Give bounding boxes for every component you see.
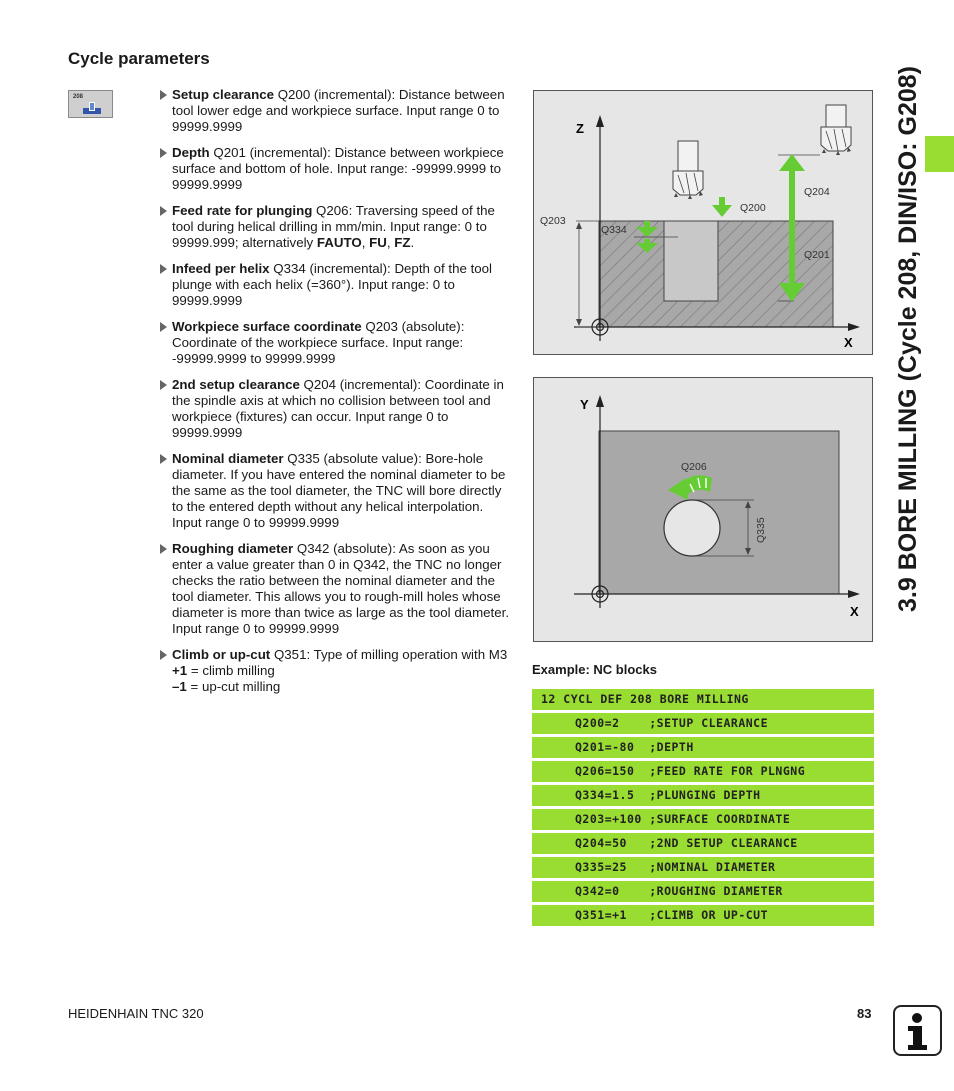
section-heading: Cycle parameters: [68, 49, 210, 68]
tool-right-icon: [821, 105, 851, 155]
parameter-list: [158, 87, 510, 705]
separator-text: .: [410, 235, 415, 250]
option-value: –1: [172, 679, 187, 694]
nc-block-code: Q206=150 ;FEED RATE FOR PLNGNG: [575, 764, 806, 778]
parameter-item: [158, 377, 510, 441]
side-view-diagram: [533, 90, 873, 355]
nc-block-code: Q351=+1 ;CLIMB OR UP-CUT: [575, 908, 769, 922]
cycle-208-softkey-icon: [68, 90, 113, 118]
nc-block-code: 12 CYCL DEF 208 BORE MILLING: [541, 692, 749, 706]
option-description: = up-cut milling: [186, 679, 281, 694]
parameter-description: Q335 (absolute value): Bore-hole diameter. If you have entered the nominal diameter to be the same as the tool diameter, the TNC will bore directly to the entered depth without any helical interpolation. Input range 0 to 99999.9999: [172, 451, 506, 530]
option-value: +1: [172, 663, 188, 678]
footer-manual-name: HEIDENHAIN TNC 320: [68, 1006, 204, 1021]
hole-circle: [664, 500, 720, 556]
nc-block-line: [532, 857, 874, 878]
nc-block-line: [532, 689, 874, 710]
bullet-arrow-icon: [160, 206, 167, 216]
parameter-item: [158, 647, 510, 695]
parameter-item: [158, 319, 510, 367]
parameter-description: Q351: Type of milling operation with M3: [270, 647, 508, 662]
parameter-item: [158, 87, 510, 135]
q203-label: Q203: [540, 215, 566, 227]
parameter-item: [158, 203, 510, 251]
parameter-name: Roughing diameter: [172, 541, 294, 556]
bullet-arrow-icon: [160, 322, 167, 332]
bullet-arrow-icon: [160, 380, 167, 390]
option-line: [172, 679, 510, 695]
q334-label: Q334: [601, 224, 627, 236]
parameter-description: Q342 (absolute): As soon as you enter a value greater than 0 in Q342, the TNC no longer checks the ratio between the nominal diameter and the tool diameter. This allows you to rough-mill holes whose diameter is more than twice as large as the tool diameter. Input range 0 to 99999.9999: [172, 541, 510, 636]
nc-block-line: [532, 881, 874, 902]
parameter-name: Climb or up-cut: [172, 647, 271, 662]
parameter-name: Nominal diameter: [172, 451, 284, 466]
nc-block-line: [532, 737, 874, 758]
page-number: 83: [857, 1006, 872, 1021]
nc-block-code: Q342=0 ;ROUGHING DIAMETER: [575, 884, 783, 898]
q335-label: Q335: [755, 517, 767, 543]
option-line: [172, 663, 510, 679]
nc-block-line: [532, 713, 874, 734]
q206-label: Q206: [681, 461, 707, 473]
example-label: Example: NC blocks: [532, 662, 657, 677]
q204-label: Q204: [804, 186, 830, 198]
parameter-name: Depth: [172, 145, 210, 160]
parameter-name: Infeed per helix: [172, 261, 270, 276]
bullet-arrow-icon: [160, 454, 167, 464]
parameter-description: Q206: Traversing speed of the tool during helical drilling in mm/min. Input range: 0 to 99999.999; alternatively: [172, 203, 495, 250]
nc-block-line: [532, 833, 874, 854]
nc-block-code: Q335=25 ;NOMINAL DIAMETER: [575, 860, 776, 874]
option-keyword: FZ: [394, 235, 411, 250]
softkey-number: 208: [73, 94, 84, 100]
bullet-arrow-icon: [160, 544, 167, 554]
top-view-diagram: [533, 377, 873, 642]
parameter-description: Q201 (incremental): Distance between workpiece surface and bottom of hole. Input range: -99999.9999 to 99999.9999: [172, 145, 504, 192]
parameter-item: [158, 261, 510, 309]
parameter-description: Q334 (incremental): Depth of the tool plunge with each helix (=360°). Input range: 0 to 99999.9999: [172, 261, 493, 308]
nc-block-code: Q334=1.5 ;PLUNGING DEPTH: [575, 788, 761, 802]
parameter-description: Q204 (incremental): Coordinate in the spindle axis at which no collision between tool and workpiece (fixtures) can occur. Input range 0 to 99999.9999: [172, 377, 504, 440]
parameter-name: Workpiece surface coordinate: [172, 319, 362, 334]
nc-block-line: [532, 785, 874, 806]
nc-program-block: [532, 689, 874, 929]
separator-text: ,: [361, 235, 370, 250]
parameter-name: Setup clearance: [172, 87, 274, 102]
parameter-item: [158, 451, 510, 531]
nc-block-code: Q200=2 ;SETUP CLEARANCE: [575, 716, 769, 730]
bullet-arrow-icon: [160, 90, 167, 100]
nc-block-code: Q203=+100 ;SURFACE COORDINATE: [575, 812, 791, 826]
parameter-description: Q200 (incremental): Distance between tool lower edge and workpiece surface. Input range 0 to 99999.9999: [172, 87, 505, 134]
tool-left-icon: [673, 141, 703, 199]
axis-y-label: Y: [580, 397, 589, 412]
parameter-item: [158, 541, 510, 637]
bore-hole: [664, 221, 718, 301]
q200-label: Q200: [740, 202, 766, 214]
bullet-arrow-icon: [160, 148, 167, 158]
nc-block-line: [532, 761, 874, 782]
nc-block-code: Q204=50 ;2ND SETUP CLEARANCE: [575, 836, 798, 850]
nc-block-line: [532, 905, 874, 926]
parameter-name: 2nd setup clearance: [172, 377, 300, 392]
separator-text: ,: [386, 235, 395, 250]
parameter-item: [158, 145, 510, 193]
option-description: = climb milling: [187, 663, 275, 678]
chapter-side-title: 3.9 BORE MILLING (Cycle 208, DIN/ISO: G208): [894, 66, 922, 612]
option-keyword: FAUTO: [316, 235, 362, 250]
section-tab-marker: [925, 136, 954, 172]
info-icon: [893, 1005, 942, 1056]
bore-milling-icon: [83, 102, 101, 114]
nc-block-line: [532, 809, 874, 830]
parameter-name: Feed rate for plunging: [172, 203, 313, 218]
workpiece-top: [599, 431, 839, 594]
nc-block-code: Q201=-80 ;DEPTH: [575, 740, 694, 754]
q201-label: Q201: [804, 249, 830, 261]
axis-z-label: Z: [576, 121, 584, 136]
bullet-arrow-icon: [160, 264, 167, 274]
axis-x-label: X: [844, 335, 853, 350]
option-keyword: FU: [369, 235, 387, 250]
parameter-description: Q203 (absolute): Coordinate of the workpiece surface. Input range: -99999.9999 to 99999.9999: [172, 319, 465, 366]
axis-x-label-2: X: [850, 604, 859, 619]
bullet-arrow-icon: [160, 650, 167, 660]
